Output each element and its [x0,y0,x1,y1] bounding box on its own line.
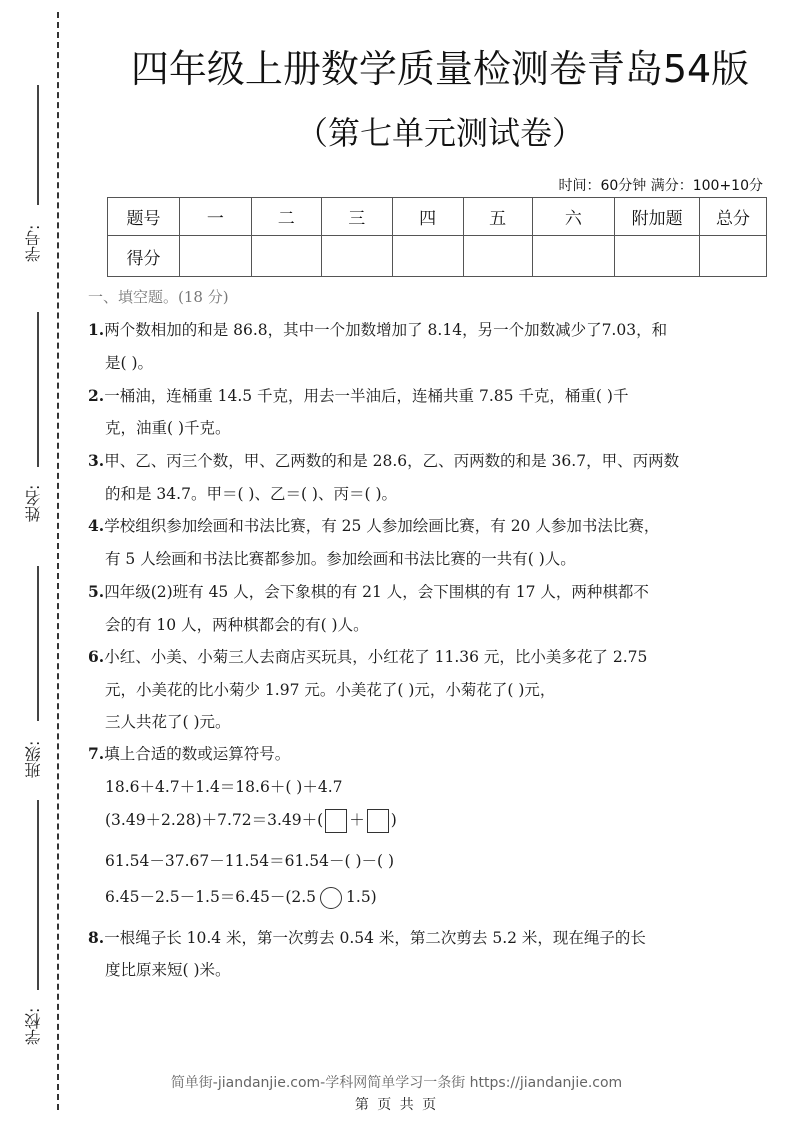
equation-1: 18.6＋4.7＋1.4＝18.6＋( )＋4.7 [105,778,343,796]
student-id-label: 学号: [24,224,43,262]
question-text: 学校组织参加绘画和书法比赛，有 25 人参加绘画比赛，有 20 人参加书法比赛， [104,517,660,535]
score-cell[interactable] [615,236,700,277]
equation-4-right: 1.5) [346,888,377,906]
score-cell[interactable] [392,236,463,277]
score-table-score-row [108,236,767,277]
score-row-label: 得分 [108,236,180,277]
header-cell: 一 [179,198,251,236]
answer-box[interactable] [325,809,347,833]
question-6-line-2: 元，小美花的比小菊少 1.97 元。小美花了( )元，小菊花了( )元， [105,681,556,699]
answer-box[interactable] [367,809,389,833]
question-6-line-3: 三人共花了( )元。 [105,713,231,731]
student-id-line[interactable] [37,85,39,205]
question-text: 甲、乙、丙三个数，甲、乙两数的和是 28.6，乙、丙两数的和是 36.7，甲、丙两数 [104,452,680,470]
question-2 [88,384,628,406]
exam-meta: 时间：60分钟 满分：100+10分 [558,178,763,194]
operator-circle[interactable] [320,887,342,909]
page-title: 四年级上册数学质量检测卷青岛54版 [130,47,750,91]
score-table-header-row [108,198,767,236]
class-label: 班级: [24,740,43,778]
question-8 [88,926,646,948]
question-number: 3. [88,451,105,470]
header-cell: 六 [532,198,615,236]
score-cell[interactable] [251,236,321,277]
score-cell[interactable] [699,236,766,277]
header-cell: 四 [392,198,463,236]
question-2-line-2: 克，油重( )千克。 [105,419,231,437]
question-6 [88,645,647,667]
source-footer: 简单街-jiandanjie.com-学科网简单学习一条街 https://jiandanjie.com [170,1075,623,1091]
question-number: 4. [88,516,105,535]
binding-cut-line [57,12,59,1110]
header-cell: 五 [463,198,532,236]
score-cell[interactable] [179,236,251,277]
question-number: 8. [88,928,105,947]
section-title: 一、填空题。(18 分) [88,288,229,306]
question-7 [88,742,290,764]
question-number: 1. [88,320,105,339]
question-text: 一根绳子长 10.4 米，第一次剪去 0.54 米，第二次剪去 5.2 米，现在绳子的长 [104,929,646,947]
question-1 [88,318,667,340]
header-cell: 二 [251,198,321,236]
header-cell: 题号 [108,198,180,236]
question-number: 2. [88,386,105,405]
score-cell[interactable] [532,236,615,277]
question-text: 两个数相加的和是 86.8，其中一个加数增加了 8.14，另一个加数减少了7.03，和 [104,321,668,339]
score-cell[interactable] [463,236,532,277]
question-number: 5. [88,582,105,601]
name-line[interactable] [37,312,39,467]
question-5 [88,580,649,602]
name-label: 姓名: [24,484,43,522]
header-cell: 附加题 [615,198,700,236]
question-number: 6. [88,647,105,666]
equation-2-left: (3.49＋2.28)＋7.72＝3.49＋( [105,811,324,829]
question-3-line-2: 的和是 34.7。甲＝( )、乙＝( )、丙＝( )。 [105,485,398,503]
class-line[interactable] [37,566,39,721]
page-number: 第 页 共 页 [354,1097,439,1113]
school-label: 学校: [24,1007,43,1045]
question-1-line-2: 是( )。 [105,354,154,372]
question-4-line-2: 有 5 人绘画和书法比赛都参加。参加绘画和书法比赛的一共有( )人。 [105,550,576,568]
equation-3: 61.54－37.67－11.54＝61.54－( )－( ) [105,852,395,870]
equation-2 [105,808,397,833]
question-5-line-2: 会的有 10 人，两种棋都会的有( )人。 [105,616,369,634]
page-subtitle: （第七单元测试卷） [295,114,584,152]
equation-2-right: ) [390,811,397,829]
equation-2-mid: ＋ [349,811,365,829]
score-cell[interactable] [321,236,392,277]
question-text: 小红、小美、小菊三人去商店买玩具，小红花了 11.36 元，比小美多花了 2.75 [104,648,648,666]
equation-4-left: 6.45－2.5－1.5＝6.45－(2.5 [105,888,317,906]
question-text: 一桶油，连桶重 14.5 千克，用去一半油后，连桶共重 7.85 千克，桶重( )千 [104,387,629,405]
equation-4 [105,885,377,909]
header-cell: 总分 [699,198,766,236]
question-8-line-2: 度比原来短( )米。 [105,961,231,979]
question-text: 四年级(2)班有 45 人，会下象棋的有 21 人，会下围棋的有 17 人，两种棋都不 [104,583,649,601]
school-line[interactable] [37,800,39,990]
header-cell: 三 [321,198,392,236]
score-table [107,197,767,277]
question-text: 填上合适的数或运算符号。 [104,745,291,763]
question-3 [88,449,679,471]
question-number: 7. [88,744,105,763]
question-4 [88,514,659,536]
